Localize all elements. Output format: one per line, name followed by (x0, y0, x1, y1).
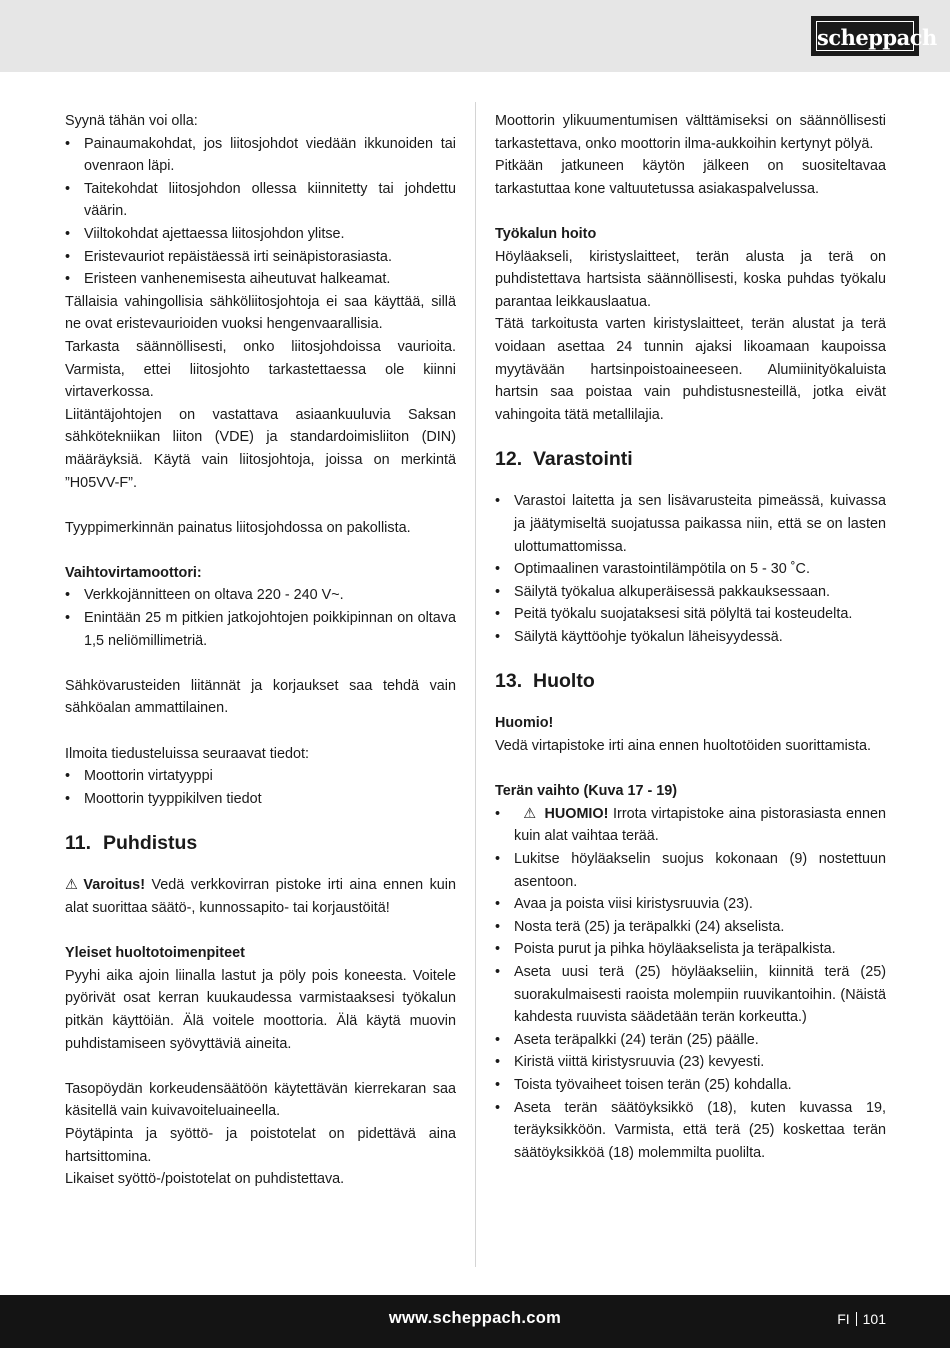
footer-bar (0, 1295, 950, 1348)
list-item: • Varastoi laitetta ja sen lisävarusteita pimeässä, kuivassa ja jäätymiseltä suojatussa paikassa niin, että se on lasten ulottumattomissa. (495, 490, 886, 558)
paragraph: Vedä virtapistoke irti aina ennen huoltotöiden suorittamista. (495, 738, 871, 755)
inquiry-list (65, 765, 456, 810)
list-item: • Painaumakohdat, jos liitosjohdot viedään ikkunoiden tai ovenraon läpi. (65, 133, 456, 178)
ac-motor-heading: Vaihtovirtamoottori: (65, 564, 202, 581)
attention-heading: Huomio! (495, 715, 554, 732)
section-number: 13. (495, 670, 523, 693)
paragraph: Pitkään jatkuneen käytön jälkeen on suositeltavaa tarkastuttaa kone valtuutetussa asiakaspalvelussa. (495, 158, 886, 197)
warning-icon: ⚠ (65, 877, 81, 894)
section-title: Huolto (533, 670, 595, 693)
list-item: • Aseta uusi terä (25) höyläakseliin, kiinnitä terä (25) suorakulmaisesti raoista molempiin ruuvikantoihin. (Näistä kahdesta ruuvista säädetään terän korkeutta.) (495, 961, 886, 1029)
warning-icon: ⚠ (514, 805, 537, 822)
right-column (495, 110, 886, 1164)
page-number: 101 (862, 1311, 886, 1327)
brand-logo-text: scheppach (816, 21, 914, 51)
paragraph: Pöytäpinta ja syöttö- ja poistotelat on pidettävä aina hartsittomina. (65, 1125, 456, 1165)
header-band (0, 0, 950, 72)
list-item: • Eristevauriot repäistäessä irti seinäpistorasiasta. (65, 246, 456, 269)
brand-logo (811, 16, 937, 56)
causes-list (65, 133, 456, 291)
column-divider (475, 102, 476, 1267)
paragraph: Moottorin ylikuumentumisen välttämiseksi on säännöllisesti tarkastettava, onko moottorin ilma-aukkoihin kertynyt pölyä. (495, 113, 886, 152)
list-item: • Taitekohdat liitosjohdon ollessa kiinnitetty tai johdettu väärin. (65, 178, 456, 223)
causes-intro: Syynä tähän voi olla: (65, 113, 198, 129)
list-item: • Toista työvaiheet toisen terän (25) kohdalla. (495, 1074, 886, 1097)
blade-change-heading: Terän vaihto (Kuva 17 - 19) (495, 783, 678, 800)
inquiry-intro: Ilmoita tiedusteluissa seuraavat tiedot: (65, 745, 309, 762)
blade-warning-text: Irrota virtapistoke aina pistorasiasta ennen kuin alat vaihtaa terää. (514, 805, 886, 845)
list-item: • Eristeen vanhenemisesta aiheutuvat halkeamat. (65, 268, 456, 291)
list-item: • Verkkojännitteen on oltava 220 - 240 V~. (65, 584, 456, 607)
section-11-heading (65, 830, 456, 856)
list-item: • Poista purut ja pihka höyläakselista ja teräpalkista. (495, 938, 886, 961)
paragraph: Tarkasta säännöllisesti, onko liitosjohdoissa vaurioita. Varmista, ettei liitosjohto tarkastettaessa ole kiinni virtaverkossa. (65, 338, 456, 401)
list-item: • Peitä työkalu suojataksesi sitä pölyltä tai kosteudelta. (495, 603, 886, 626)
ac-motor-list (65, 584, 456, 652)
paragraph: Likaiset syöttö-/poistotelat on puhdistettava. (65, 1171, 345, 1188)
list-item: • Optimaalinen varastointilämpötila on 5 - 30 ˚C. (495, 558, 886, 581)
warning-text: Vedä verkkovirran pistoke irti aina ennen kuin alat suorittaa säätö-, kunnossapito- tai korjaustöitä! (65, 877, 457, 916)
blade-warning-label: HUOMIO! (544, 805, 609, 822)
paragraph: Liitäntäjohtojen on vastattava asiaankuuluvia Saksan sähkötekniikan liiton (VDE) ja standardoimisliiton (DIN) määräyksiä. Käytä vain liitosjohtoja, joissa on merkintä ”H05VV-F”. (65, 406, 456, 491)
paragraph: Tällaisia vahingollisia sähköliitosjohtoja ei saa käyttää, sillä ne ovat eristevaurioiden vuoksi hengenvaarallisia. (65, 293, 456, 333)
page-indicator (837, 1311, 886, 1327)
section-13-heading (495, 668, 886, 694)
section-number: 11. (65, 832, 92, 855)
paragraph: Sähkövarusteiden liitännät ja korjaukset saa tehdä vain sähköalan ammattilainen. (65, 677, 456, 717)
section-number: 12. (495, 448, 523, 471)
list-item: • Lukitse höyläakselin suojus kokonaan (9) nostettuun asentoon. (495, 848, 886, 893)
list-item: • Nosta terä (25) ja teräpalkki (24) akselista. (495, 916, 886, 939)
list-item: • Aseta teräpalkki (24) terän (25) päälle. (495, 1029, 886, 1052)
list-item: • Avaa ja poista viisi kiristysruuvia (23). (495, 893, 886, 916)
maintenance-heading: Yleiset huoltotoimenpiteet (65, 945, 245, 962)
left-column (65, 110, 456, 1191)
section-12-heading (495, 446, 886, 472)
list-item: • Aseta terän säätöyksikkö (18), kuten kuvassa 19, teräyksikköön. Varmista, että terä (25) koskettaa terän säätöyksikköä (18) molemmilta puolilta. (495, 1097, 886, 1165)
list-item: • Moottorin tyyppikilven tiedot (65, 788, 456, 811)
paragraph: Tätä tarkoitusta varten kiristyslaitteet, terän alustat ja terä voidaan asettaa 24 tunnin ajaksi likoamaan kaupoissa myytävään hartsinpoistoaineeseen. Alumiinityökaluista hartsin saa poistaa vain puhdistusnesteillä, jotka eivät vahingoita tätä metallilajia. (495, 316, 886, 423)
tool-care-heading: Työkalun hoito (495, 225, 597, 242)
website-link[interactable]: www.scheppach.com (388, 1309, 562, 1327)
paragraph: Pyyhi aika ajoin liinalla lastut ja pöly pois koneesta. Voitele pyörivät osat kerran kuukaudessa varmistaaksesi työkalun pitkän käyttöiän. Älä voitele moottoria. Älä käytä muovin puhdistamiseen syövyttäviä aineita. (65, 967, 456, 1052)
paragraph: Höyläakseli, kiristyslaitteet, terän alusta ja terä on puhdistettava hartsista säännöllisesti, koska puhdas työkalu parantaa leikkauslaatua. (495, 248, 886, 310)
warning-label: Varoitus! (83, 877, 145, 894)
language-code: FI (837, 1311, 850, 1327)
paragraph: Tyyppimerkinnän painatus liitosjohdossa on pakollista. (65, 519, 411, 536)
section-title: Puhdistus (103, 832, 198, 855)
warning-paragraph (65, 874, 456, 919)
list-item: • Säilytä käyttöohje työkalun läheisyydessä. (495, 626, 886, 649)
list-item (495, 803, 886, 848)
list-item: • Kiristä viittä kiristysruuvia (23) kevyesti. (495, 1051, 886, 1074)
storage-list (495, 490, 886, 648)
page-separator (856, 1312, 857, 1326)
blade-steps-list (495, 803, 886, 1165)
list-item: • Säilytä työkalua alkuperäisessä pakkauksessaan. (495, 581, 886, 604)
list-item: • Moottorin virtatyyppi (65, 765, 456, 788)
paragraph: Tasopöydän korkeudensäätöön käytettävän kierrekaran saa käsitellä vain kuivavoiteluaineella. (65, 1080, 456, 1120)
list-item: • Viiltokohdat ajettaessa liitosjohdon ylitse. (65, 223, 456, 246)
list-item: • Enintään 25 m pitkien jatkojohtojen poikkipinnan on oltava 1,5 neliömillimetriä. (65, 607, 456, 652)
section-title: Varastointi (533, 448, 633, 471)
